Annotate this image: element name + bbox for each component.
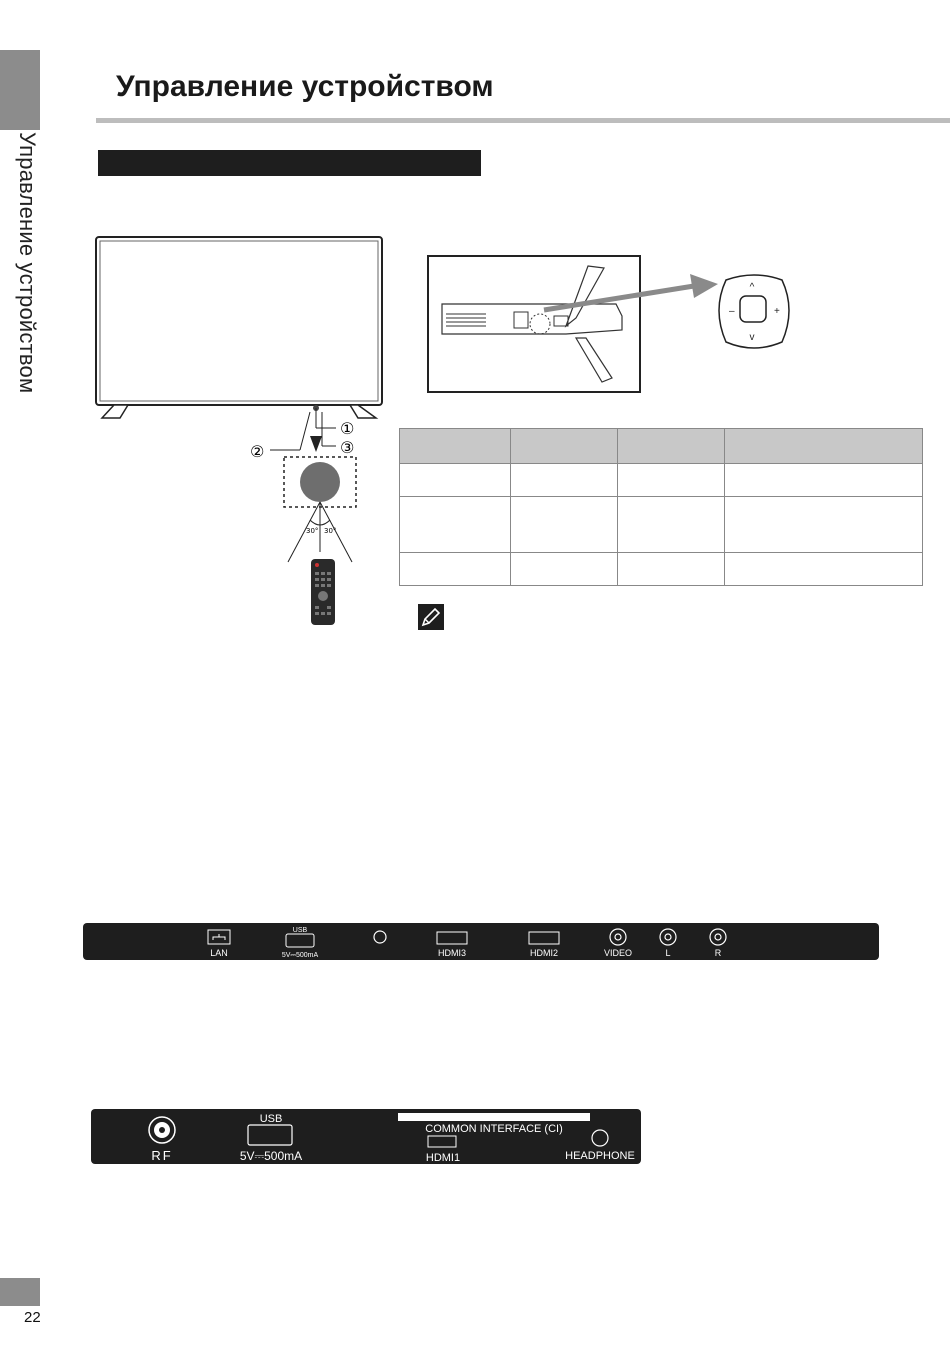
angle-right-label: 30° bbox=[324, 527, 337, 535]
ir-sensor bbox=[300, 462, 340, 502]
table-header-row bbox=[400, 429, 923, 464]
tv-remote-diagram bbox=[92, 232, 392, 632]
table-row bbox=[400, 553, 923, 586]
hdmi2-label: HDMI2 bbox=[529, 948, 559, 958]
ci-label: COMMON INTERFACE (CI) bbox=[425, 1123, 563, 1135]
rf-label: RF bbox=[151, 1148, 173, 1163]
tv-outline-icon bbox=[96, 237, 382, 418]
angle-left-label: 30° bbox=[306, 527, 319, 535]
svg-text:^: ^ bbox=[749, 282, 755, 293]
sidebar-vertical-title: Управление устройством bbox=[15, 132, 40, 394]
ci-slot bbox=[398, 1113, 590, 1121]
r-label: R bbox=[714, 948, 722, 958]
sidebar-tab bbox=[0, 50, 40, 130]
section-heading-bar bbox=[98, 150, 481, 176]
usb-power-label: 5V⎓500mA bbox=[239, 1149, 303, 1163]
table-row bbox=[400, 464, 923, 497]
svg-text:+: + bbox=[774, 306, 780, 317]
video-label: VIDEO bbox=[603, 948, 633, 958]
page-title: Управление устройством bbox=[116, 70, 494, 103]
callout-1: ① bbox=[340, 419, 355, 438]
l-label: L bbox=[665, 948, 671, 958]
joystick-icon bbox=[719, 275, 789, 348]
title-underline bbox=[96, 118, 950, 123]
page-tab bbox=[0, 1278, 40, 1306]
usb-label: USB bbox=[292, 927, 308, 934]
callout-lines bbox=[270, 408, 336, 450]
hdmi3-label: HDMI3 bbox=[437, 948, 467, 958]
callout-2: ② bbox=[250, 442, 265, 461]
svg-text:–: – bbox=[729, 306, 735, 317]
callout-3: ③ bbox=[340, 438, 355, 457]
hdmi1-label: HDMI1 bbox=[425, 1152, 461, 1164]
tv-underside-diagram bbox=[426, 254, 806, 396]
usb-power-label: 5V⎓500mA bbox=[281, 952, 319, 959]
headphone-label: HEADPHONE bbox=[565, 1150, 635, 1162]
usb-label: USB bbox=[259, 1113, 283, 1125]
table-row bbox=[400, 497, 923, 553]
lan-label: LAN bbox=[210, 948, 228, 958]
remote-control-icon bbox=[311, 559, 335, 625]
page-number: 22 bbox=[24, 1309, 41, 1326]
side-connector-panel bbox=[82, 922, 880, 962]
bottom-connector-panel bbox=[90, 1108, 642, 1166]
arrow-icon bbox=[310, 436, 322, 452]
svg-text:v: v bbox=[749, 332, 755, 343]
note-pencil-icon bbox=[418, 604, 444, 630]
controls-table bbox=[399, 428, 923, 586]
